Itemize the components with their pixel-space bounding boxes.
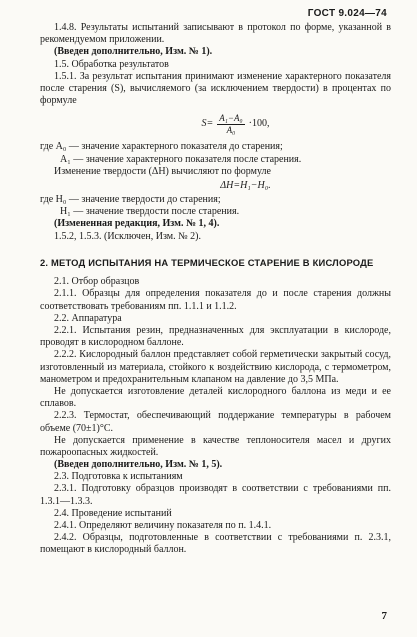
amendment-note: (Введен дополнительно, Изм. № 1).	[54, 46, 213, 58]
paragraph-2-2-3-note: Не допускается применение в качестве теплоносителя масел и других пожароопасных жидкостей.	[40, 434, 391, 458]
heading-2-2: 2.2. Аппаратура	[54, 312, 122, 324]
paragraph-2-4-2: 2.4.2. Образцы, подготовленные в соответствии с требованиями п. 2.3.1, помещают в кислородный баллон.	[40, 532, 391, 556]
where-a0: где A₀ — значение характерного показателя до старения;	[40, 141, 283, 153]
paragraph-2-2-3: 2.2.3. Термостат, обеспечивающий поддержание температуры в рабочем объеме (70±1)°С.	[40, 410, 391, 434]
page-body	[40, 22, 391, 557]
heading-2-3: 2.3. Подготовка к испытаниям	[54, 471, 183, 483]
paragraph-2-1-1: 2.1.1. Образцы для определения показателя до и после старения должны соответствовать требованиям пп. 1.1.1 и 1.1.2.	[40, 288, 391, 312]
where-a1: A₁ — значение характерного показателя после старения.	[60, 153, 302, 165]
page-number: 7	[381, 609, 387, 622]
amendment-1-5: (Введен дополнительно, Изм. № 1, 5).	[54, 459, 223, 471]
paragraph-2-2-1: 2.2.1. Испытания резин, предназначенных для эксплуатации в кислороде, проводят в кислородном баллоне.	[40, 325, 391, 349]
formula-s-lhs: S=	[201, 118, 214, 130]
paragraph-2-2-2-note: Не допускается изготовление деталей кислородного баллона из меди и ее сплавов.	[40, 385, 391, 410]
heading-1-5: 1.5. Обработка результатов	[54, 58, 169, 70]
paragraph-1-5-1: 1.5.1. За результат испытания принимают изменение характерного показателя после старения (S), вычисляемого (за исключением твердости) в процентах по формуле	[40, 70, 391, 107]
heading-2-1: 2.1. Отбор образцов	[54, 276, 140, 288]
standard-header: ГОСТ 9.024—74	[307, 8, 387, 19]
amendment-changed: (Измененная редакция, Изм. № 1, 4).	[54, 218, 220, 230]
formula-s-numerator: A₁−A₀	[219, 112, 243, 123]
heading-2-4: 2.4. Проведение испытаний	[54, 507, 172, 519]
formula-s-denominator: A₀	[226, 124, 236, 135]
paragraph-2-3-1: 2.3.1. Подготовку образцов производят в соответствии с требованиями пп. 1.3.1—1.3.3.	[40, 483, 391, 507]
excluded-items: 1.5.2, 1.5.3. (Исключен, Изм. № 2).	[54, 230, 201, 242]
paragraph-2-2-2: 2.2.2. Кислородный баллон представляет собой герметически закрытый сосуд, изготовленный из материала, стойкого к воздействию кислорода, с термометром, манометром и предохранительным клапаном на давление до 3,5 МПа.	[40, 349, 391, 385]
paragraph-2-4-1: 2.4.1. Определяют величину показателя по п. 1.4.1.	[54, 520, 272, 532]
formula-s-fraction	[217, 113, 244, 136]
hardness-formula-intro: Изменение твердости (ΔH) вычисляют по формуле	[54, 165, 271, 177]
paragraph-1-4-8: 1.4.8. Результаты испытаний записывают в протокол по форме, указанной в рекомендуемом приложении.	[40, 22, 391, 46]
formula-s	[80, 110, 391, 138]
formula-s-rhs: ·100,	[248, 118, 270, 130]
where-h0: где H₀ — значение твердости до старения;	[40, 194, 221, 206]
where-h1: H₁ — значение твердости после старения.	[60, 206, 240, 218]
formula-delta-h: ΔH=H₁−H₀.	[220, 179, 271, 191]
section-2-heading: 2. МЕТОД ИСПЫТАНИЯ НА ТЕРМИЧЕСКОЕ СТАРЕНИЕ В КИСЛОРОДЕ	[40, 256, 374, 268]
